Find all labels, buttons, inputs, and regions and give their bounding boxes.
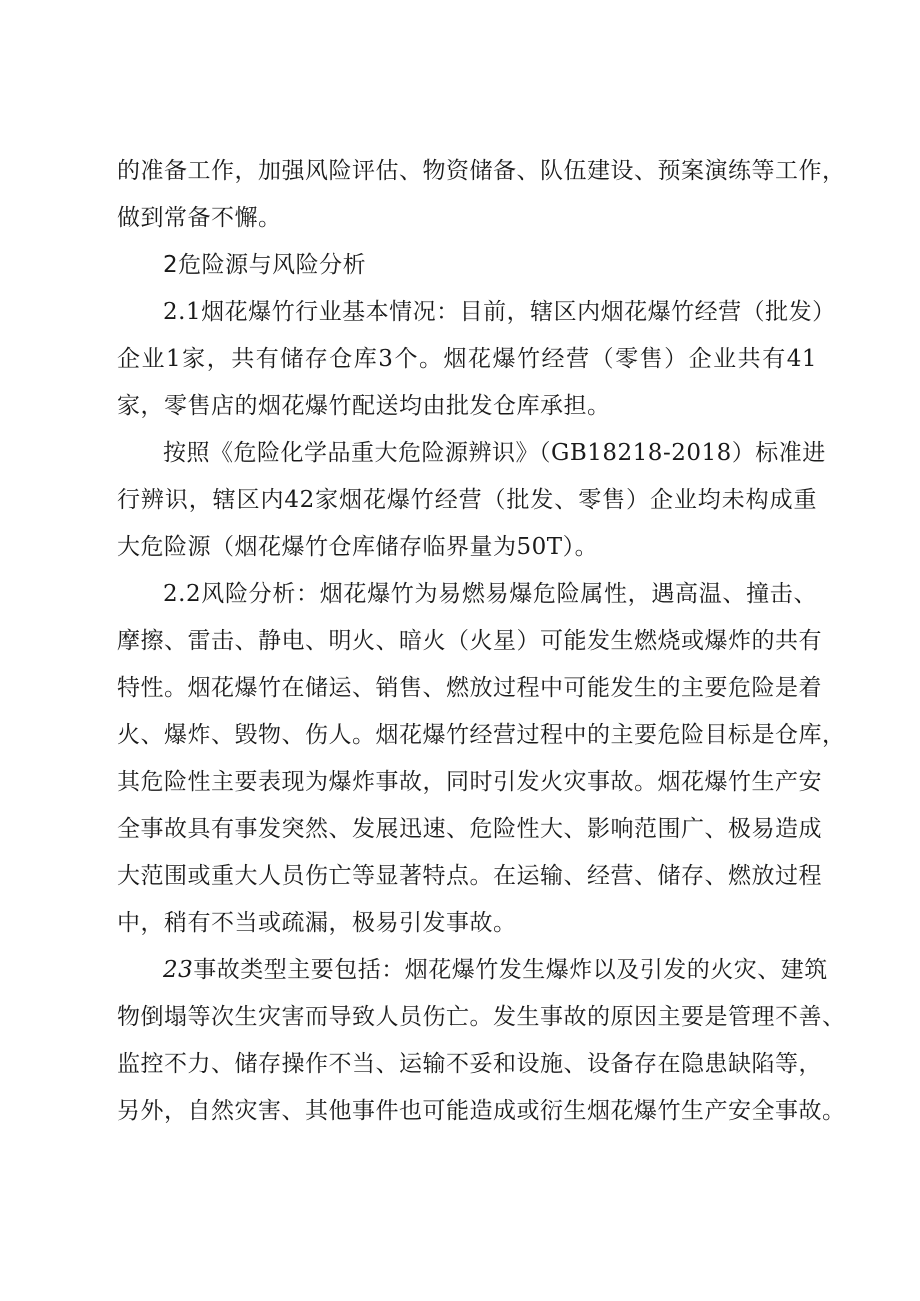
paragraph-2-3 xyxy=(117,947,846,1135)
text-line: 另外，自然灾害、其他事件也可能造成或衍生烟花爆竹生产安全事故。 xyxy=(117,1098,846,1124)
paragraph-2-2 xyxy=(117,571,846,947)
text-line: 特性。烟花爆竹在储运、销售、燃放过程中可能发生的主要危险是着 xyxy=(117,675,822,701)
text-line: 其危险性主要表现为爆炸事故，同时引发火灾事故。烟花爆竹生产安 xyxy=(117,769,822,795)
text-line: 做到常备不懈。 xyxy=(117,205,282,231)
text-line: 监控不力、储存操作不当、运输不妥和设施、设备存在隐患缺陷等， xyxy=(117,1051,822,1077)
text-line: 物倒塌等次生灾害而导致人员伤亡。发生事故的原因主要是管理不善、 xyxy=(117,1004,846,1030)
text-line: 全事故具有事发突然、发展迅速、危险性大、影响范围广、极易造成 xyxy=(117,816,822,842)
text-line: 摩擦、雷击、静电、明火、暗火（火星）可能发生燃烧或爆炸的共有 xyxy=(117,628,822,654)
section-number: 23 xyxy=(163,957,194,983)
section-heading-text: 2危险源与风险分析 xyxy=(163,252,367,278)
text-line: 2.1烟花爆竹行业基本情况：目前，辖区内烟花爆竹经营（批发） xyxy=(163,299,836,325)
text-line: 行辨识，辖区内42家烟花爆竹经营（批发、零售）企业均未构成重 xyxy=(117,487,817,513)
text-line: 大危险源（烟花爆竹仓库储存临界量为50T）。 xyxy=(117,534,599,560)
text-line: 家，零售店的烟花爆竹配送均由批发仓库承担。 xyxy=(117,393,611,419)
paragraph-continuation xyxy=(117,148,846,242)
text-line: 按照《危险化学品重大危险源辨识》（GB18218-2018）标准进 xyxy=(163,440,826,466)
text-line xyxy=(117,947,828,994)
text-line: 企业1家，共有储存仓库3个。烟花爆竹经营（零售）企业共有41 xyxy=(117,346,817,372)
text-line: 的准备工作，加强风险评估、物资储备、队伍建设、预案演练等工作， xyxy=(117,158,846,184)
paragraph-2-1 xyxy=(117,289,836,430)
text-line-content: 事故类型主要包括：烟花爆竹发生爆炸以及引发的火灾、建筑 xyxy=(193,957,828,983)
text-line: 中，稍有不当或疏漏，极易引发事故。 xyxy=(117,910,517,936)
section-heading xyxy=(117,242,817,289)
text-line: 2.2风险分析：烟花爆竹为易燃易爆危险属性，遇高温、撞击、 xyxy=(163,581,817,607)
text-line: 大范围或重大人员伤亡等显著特点。在运输、经营、储存、燃放过程 xyxy=(117,863,822,889)
document-body xyxy=(117,148,846,1135)
text-line: 火、爆炸、毁物、伤人。烟花爆竹经营过程中的主要危险目标是仓库， xyxy=(117,722,846,748)
paragraph-standard xyxy=(117,430,826,571)
